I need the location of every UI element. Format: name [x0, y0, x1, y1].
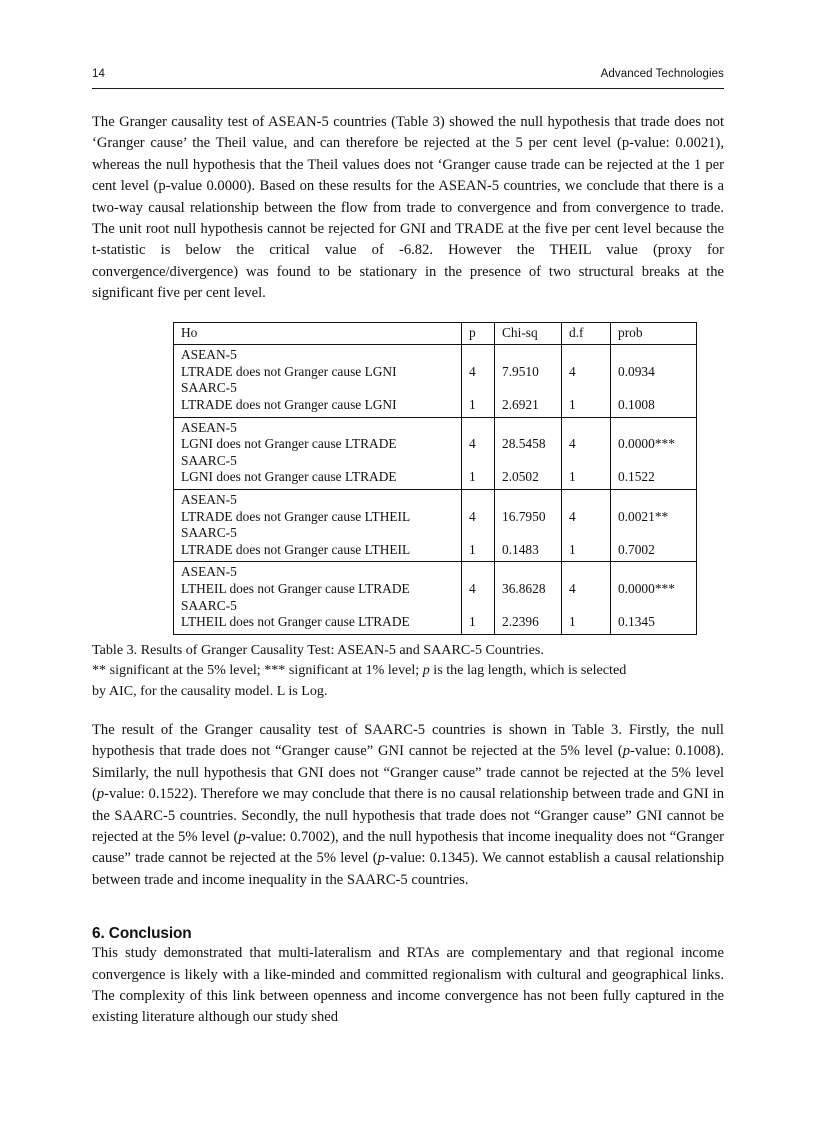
- prob-asean: 0.0000***: [618, 436, 675, 452]
- p-saarc: 1: [469, 397, 476, 413]
- column-header-ho: Ho: [174, 322, 462, 345]
- chisq-saarc: 2.2396: [502, 614, 539, 630]
- table-row: [174, 417, 697, 489]
- df-cell: [562, 562, 611, 634]
- table-row: [174, 490, 697, 562]
- prob-saarc: 0.1345: [618, 614, 655, 630]
- p-asean: 4: [469, 363, 476, 379]
- hypothesis-cell: [174, 490, 462, 562]
- df-saarc: 1: [569, 469, 576, 485]
- prob-saarc: 0.7002: [618, 541, 655, 557]
- column-header-p: p: [462, 322, 495, 345]
- df-cell: [562, 345, 611, 417]
- hypothesis-saarc: LTHEIL does not Granger cause LTRADE: [181, 614, 410, 630]
- column-header-prob: prob: [611, 322, 697, 345]
- prob-cell: [611, 562, 697, 634]
- page-number: 14: [92, 68, 105, 80]
- table-caption: [92, 640, 724, 701]
- running-header: [92, 68, 724, 80]
- column-header-chisq: Chi-sq: [495, 322, 562, 345]
- p-saarc: 1: [469, 614, 476, 630]
- chisq-cell: [495, 490, 562, 562]
- hypothesis-saarc: LGNI does not Granger cause LTRADE: [181, 469, 397, 485]
- p-asean: 4: [469, 508, 476, 524]
- group-label-asean: ASEAN-5: [181, 419, 237, 435]
- p-cell: [462, 417, 495, 489]
- prob-saarc: 0.1522: [618, 469, 655, 485]
- group-label-saarc: SAARC-5: [181, 597, 237, 613]
- book-title: Advanced Technologies: [600, 68, 724, 80]
- group-label-saarc: SAARC-5: [181, 452, 237, 468]
- paragraph-conclusion: This study demonstrated that multi-lateralism and RTAs are complementary and that regional income convergence is likely with a like-minded and committed regionalism with cultural and geographical links. The complexity of this link between openness and income convergence has not been fully captured in the existing literature although our study shed: [92, 945, 724, 1026]
- group-label-saarc: SAARC-5: [181, 525, 237, 541]
- chisq-cell: [495, 562, 562, 634]
- df-asean: 4: [569, 508, 576, 524]
- chisq-saarc: 2.6921: [502, 397, 539, 413]
- chisq-asean: 16.7950: [502, 508, 546, 524]
- p-cell: [462, 562, 495, 634]
- table-block-4: [174, 562, 697, 634]
- table-header-row: [174, 322, 697, 345]
- hypothesis-cell: [174, 562, 462, 634]
- table-row: [174, 345, 697, 417]
- hypothesis-saarc: LTRADE does not Granger cause LGNI: [181, 397, 397, 413]
- table-block-1: [174, 345, 697, 417]
- column-header-df: d.f: [562, 322, 611, 345]
- prob-asean: 0.0934: [618, 363, 655, 379]
- group-label-asean: ASEAN-5: [181, 492, 237, 507]
- hypothesis-cell: [174, 417, 462, 489]
- chisq-cell: [495, 417, 562, 489]
- header-rule: [92, 88, 724, 89]
- section-heading-conclusion: 6. Conclusion: [92, 925, 192, 943]
- table-block-3: [174, 490, 697, 562]
- p-saarc: 1: [469, 469, 476, 485]
- caption-line-3: by AIC, for the causality model. L is Log.: [92, 682, 328, 699]
- df-cell: [562, 417, 611, 489]
- group-label-asean: ASEAN-5: [181, 347, 237, 363]
- p-saarc: 1: [469, 541, 476, 557]
- chisq-asean: 28.5458: [502, 436, 546, 452]
- p-asean: 4: [469, 580, 476, 596]
- df-asean: 4: [569, 436, 576, 452]
- table-block-2: [174, 417, 697, 489]
- p-cell: [462, 490, 495, 562]
- prob-saarc: 0.1008: [618, 397, 655, 413]
- chisq-saarc: 2.0502: [502, 469, 539, 485]
- df-asean: 4: [569, 580, 576, 596]
- chisq-asean: 36.8628: [502, 580, 546, 596]
- df-saarc: 1: [569, 397, 576, 413]
- df-cell: [562, 490, 611, 562]
- df-asean: 4: [569, 363, 576, 379]
- granger-causality-table: [173, 322, 697, 635]
- table-row: [174, 562, 697, 634]
- prob-cell: [611, 490, 697, 562]
- prob-asean: 0.0021**: [618, 508, 669, 524]
- df-saarc: 1: [569, 541, 576, 557]
- hypothesis-asean: LTRADE does not Granger cause LGNI: [181, 363, 397, 379]
- prob-cell: [611, 345, 697, 417]
- chisq-cell: [495, 345, 562, 417]
- hypothesis-saarc: LTRADE does not Granger cause LTHEIL: [181, 541, 411, 557]
- df-saarc: 1: [569, 614, 576, 630]
- table-3-wrapper: [92, 322, 724, 635]
- table-header: [174, 322, 697, 345]
- hypothesis-asean: LTHEIL does not Granger cause LTRADE: [181, 580, 410, 596]
- group-label-asean: ASEAN-5: [181, 564, 237, 580]
- hypothesis-asean: LTRADE does not Granger cause LTHEIL: [181, 508, 411, 524]
- paragraph-intro: The Granger causality test of ASEAN-5 countries (Table 3) showed the null hypothesis that trade does not ‘Granger cause’ the Theil value, and can therefore be rejected at the 5 per cent level (p-value: 0.0021), whereas the null hypothesis that the Theil values does not ‘Granger cause trade can be rejected at the 1 per cent level (p-value 0.0000). Based on these results for the ASEAN-5 countries, we conclude that there is a two-way causal relationship between the flow from trade to convergence and from convergence to trade. The unit root null hypothesis cannot be rejected for GNI and TRADE at the five per cent level because the t-statistic is below the critical value of -6.82. However the THEIL value (proxy for convergence/divergence) was found to be stationary in the presence of two structural breaks at the significant five per cent level.: [92, 114, 724, 302]
- caption-line-1: Table 3. Results of Granger Causality Test: ASEAN-5 and SAARC-5 Countries.: [92, 641, 544, 658]
- hypothesis-cell: [174, 345, 462, 417]
- paragraph-saarc-results: The result of the Granger causality test of SAARC-5 countries is shown in Table 3. Firstly, the null hypothesis that trade does not “Granger cause” GNI cannot be rejected at the 5% level (p-value: 0.1008). Similarly, the null hypothesis that GNI does not “Granger cause” trade cannot be rejected at the 5% level (p-value: 0.1522). Therefore we may conclude that there is no causal relationship between trade and GNI in the SAARC-5 countries. Secondly, the null hypothesis that trade does not “Granger cause” GNI cannot be rejected at the 5% level (p-value: 0.7002), and the null hypothesis that income inequality does not “Granger cause” trade cannot be rejected at the 5% level (p-value: 0.1345). We cannot establish a causal relationship between trade and income inequality in the SAARC-5 countries.: [92, 721, 724, 888]
- prob-cell: [611, 417, 697, 489]
- hypothesis-asean: LGNI does not Granger cause LTRADE: [181, 436, 397, 452]
- caption-line-2: ** significant at the 5% level; *** significant at 1% level; p is the lag length, which is selected: [92, 662, 627, 679]
- group-label-saarc: SAARC-5: [181, 380, 237, 396]
- chisq-saarc: 0.1483: [502, 541, 539, 557]
- content-column: [92, 112, 724, 1029]
- p-asean: 4: [469, 436, 476, 452]
- p-cell: [462, 345, 495, 417]
- chisq-asean: 7.9510: [502, 363, 539, 379]
- prob-asean: 0.0000***: [618, 580, 675, 596]
